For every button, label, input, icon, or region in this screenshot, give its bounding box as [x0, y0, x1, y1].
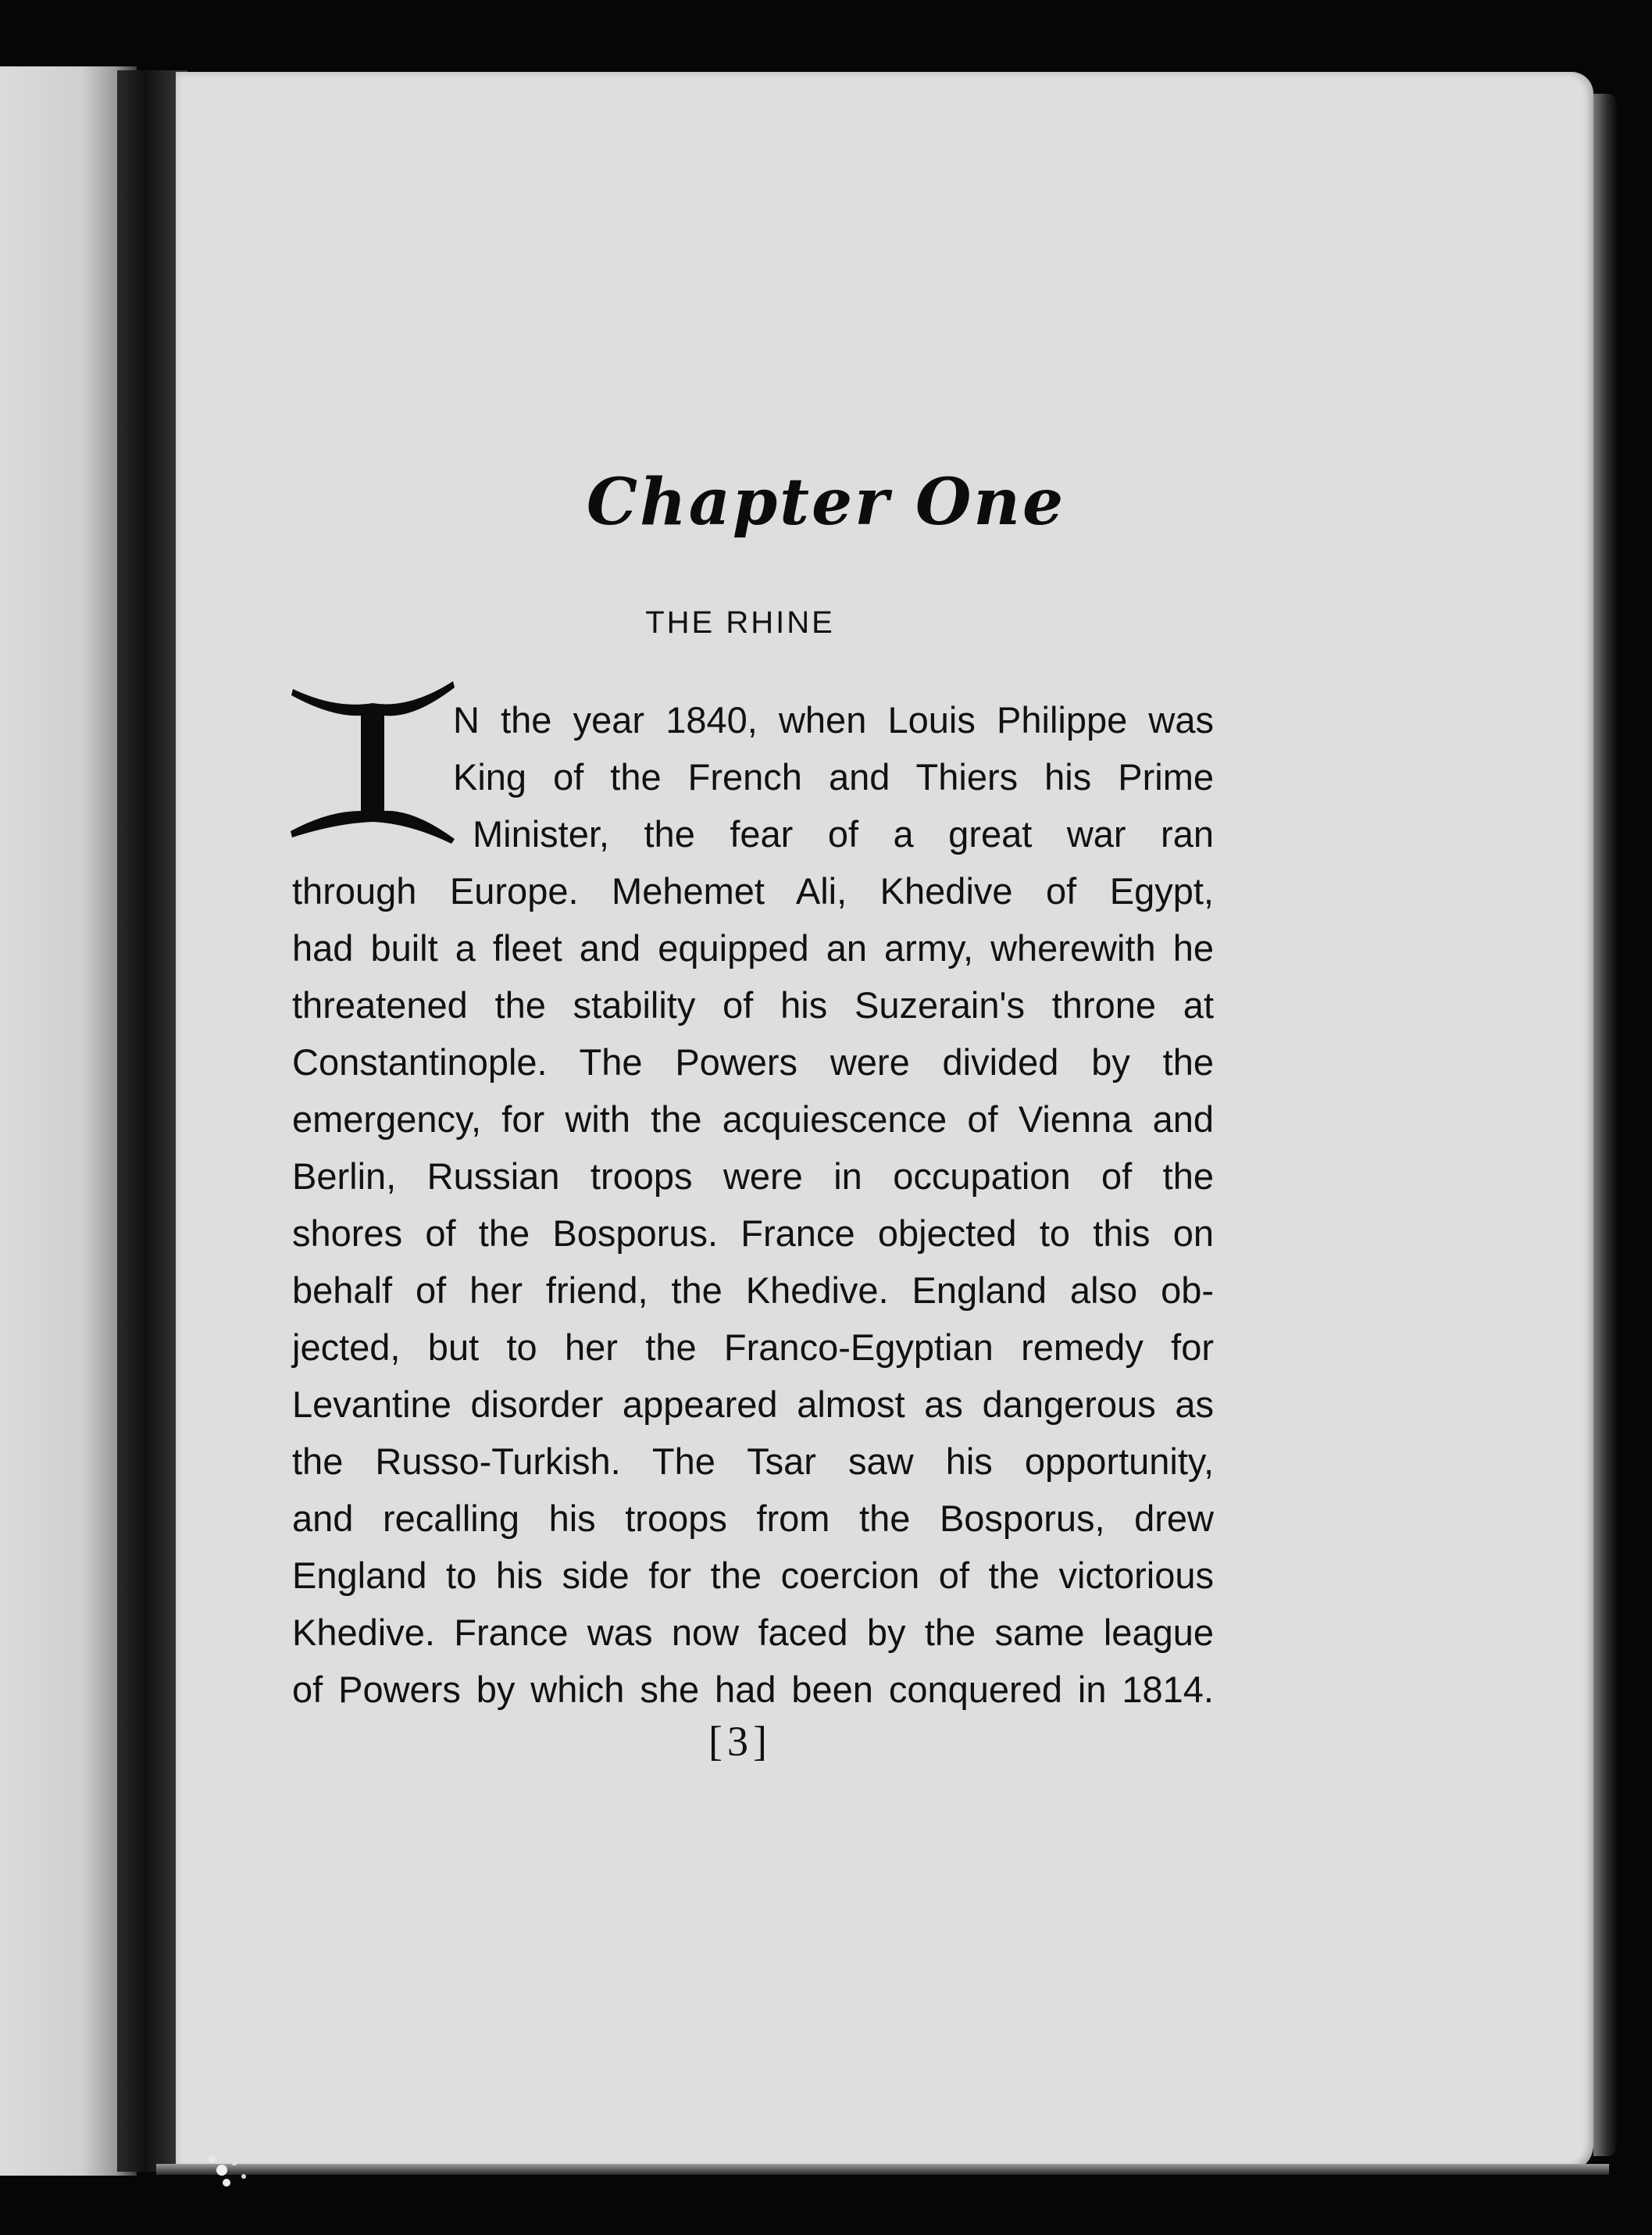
text-line-8: emergency, for with the acquiescence of Vienna and: [292, 1098, 1214, 1140]
text-line-5: had built a fleet and equipped an army, wherewith he: [292, 927, 1214, 969]
text-line-9: Berlin, Russian troops were in occupation of the: [292, 1155, 1214, 1197]
left-page-edge: [0, 66, 137, 2176]
text-line-14: the Russo-Turkish. The Tsar saw his opportunity,: [292, 1441, 1214, 1482]
text-line-4: through Europe. Mehemet Ali, Khedive of Egypt,: [292, 870, 1214, 912]
text-line-13: Levantine disorder appeared almost as dangerous as: [292, 1383, 1214, 1425]
text-line-2: King of the French and Thiers his Prime: [453, 756, 1214, 798]
page-number: [3]: [708, 1718, 772, 1765]
drop-cap-initial: [289, 680, 457, 844]
text-line-16: England to his side for the coercion of the victorious: [292, 1555, 1214, 1596]
text-line-3: Minister, the fear of a great war ran: [473, 813, 1214, 855]
text-line-18: of Powers by which she had been conquered in 1814.: [292, 1669, 1214, 1710]
chapter-subtitle: THE RHINE: [645, 605, 835, 640]
text-line-6: threatened the stability of his Suzerain's throne at: [292, 984, 1214, 1026]
scan-specks: [203, 2148, 258, 2195]
text-line-1: N the year 1840, when Louis Philippe was: [453, 699, 1214, 741]
chapter-heading: Chapter One: [586, 465, 1066, 540]
text-line-15: and recalling his troops from the Bosporus, drew: [292, 1498, 1214, 1539]
text-line-12: jected, but to her the Franco-Egyptian remedy for: [292, 1326, 1214, 1368]
page-bottom-edge: [156, 2164, 1609, 2175]
text-line-10: shores of the Bosporus. France objected to this on: [292, 1212, 1214, 1254]
text-line-7: Constantinople. The Powers were divided by the: [292, 1041, 1214, 1083]
page-edge-right: [1593, 94, 1617, 2156]
text-line-17: Khedive. France was now faced by the same league: [292, 1612, 1214, 1653]
text-line-11: behalf of her friend, the Khedive. England also ob-: [292, 1269, 1214, 1311]
